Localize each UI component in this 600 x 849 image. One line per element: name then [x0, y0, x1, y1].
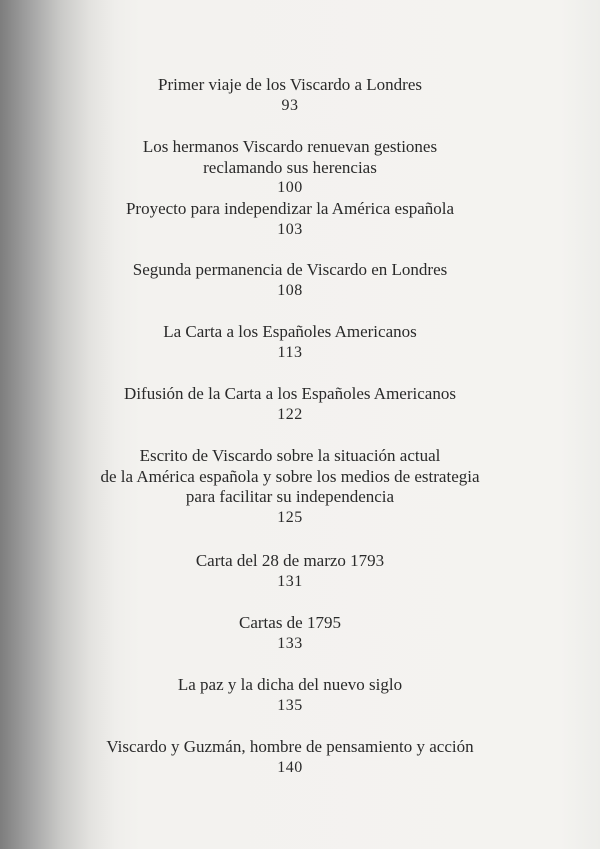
toc-entry-title: de la América española y sobre los medios de estrategia: [100, 466, 480, 486]
toc-entry: [40, 613, 540, 654]
toc-entry-page: 108: [277, 281, 303, 299]
toc-entry-title: Primer viaje de los Viscardo a Londres: [158, 75, 422, 94]
toc-entry-page: 100: [277, 179, 303, 196]
toc-entry: [40, 75, 540, 116]
toc-entry-page: 140: [277, 758, 303, 776]
toc-entry: [40, 551, 540, 592]
toc-entry-page: 113: [277, 343, 303, 361]
toc-entry: [40, 322, 540, 363]
toc-entry-page: 133: [277, 634, 303, 652]
toc-entry-title: La Carta a los Españoles Americanos: [163, 322, 417, 341]
toc-entry-title: Carta del 28 de marzo 1793: [195, 551, 385, 570]
toc-entry: [40, 199, 540, 240]
toc-entry-page: 93: [281, 96, 299, 114]
toc-entry-title: Difusión de la Carta a los Españoles Americanos: [124, 384, 456, 403]
toc-entry-title: Escrito de Viscardo sobre la situación actual: [139, 446, 441, 465]
toc-entry: [40, 675, 540, 716]
toc-entry: [40, 446, 540, 528]
toc-entry-title: Proyecto para independizar la América española: [125, 199, 455, 218]
toc-entry: [40, 737, 540, 778]
toc-entry: [40, 384, 540, 425]
toc-entry-page: 125: [277, 508, 303, 526]
toc-entry-title: reclamando sus herencias: [203, 157, 377, 177]
toc-entry: [40, 137, 540, 199]
toc-entry-title: Viscardo y Guzmán, hombre de pensamiento y acción: [106, 737, 474, 756]
toc-entry-page: 103: [277, 220, 303, 238]
toc-entry-page: 131: [277, 572, 303, 590]
toc-entry-page: 122: [277, 405, 303, 423]
toc-entry-page: 135: [277, 696, 303, 714]
toc-entry-title: Los hermanos Viscardo renuevan gestiones: [142, 137, 438, 156]
toc-entry: [40, 260, 540, 301]
toc-entry-title: Cartas de 1795: [239, 613, 341, 632]
toc-entry-title: para facilitar su independencia: [185, 487, 395, 506]
toc-entry-title: Segunda permanencia de Viscardo en Londres: [132, 260, 448, 279]
toc-entry-title: La paz y la dicha del nuevo siglo: [177, 675, 403, 694]
